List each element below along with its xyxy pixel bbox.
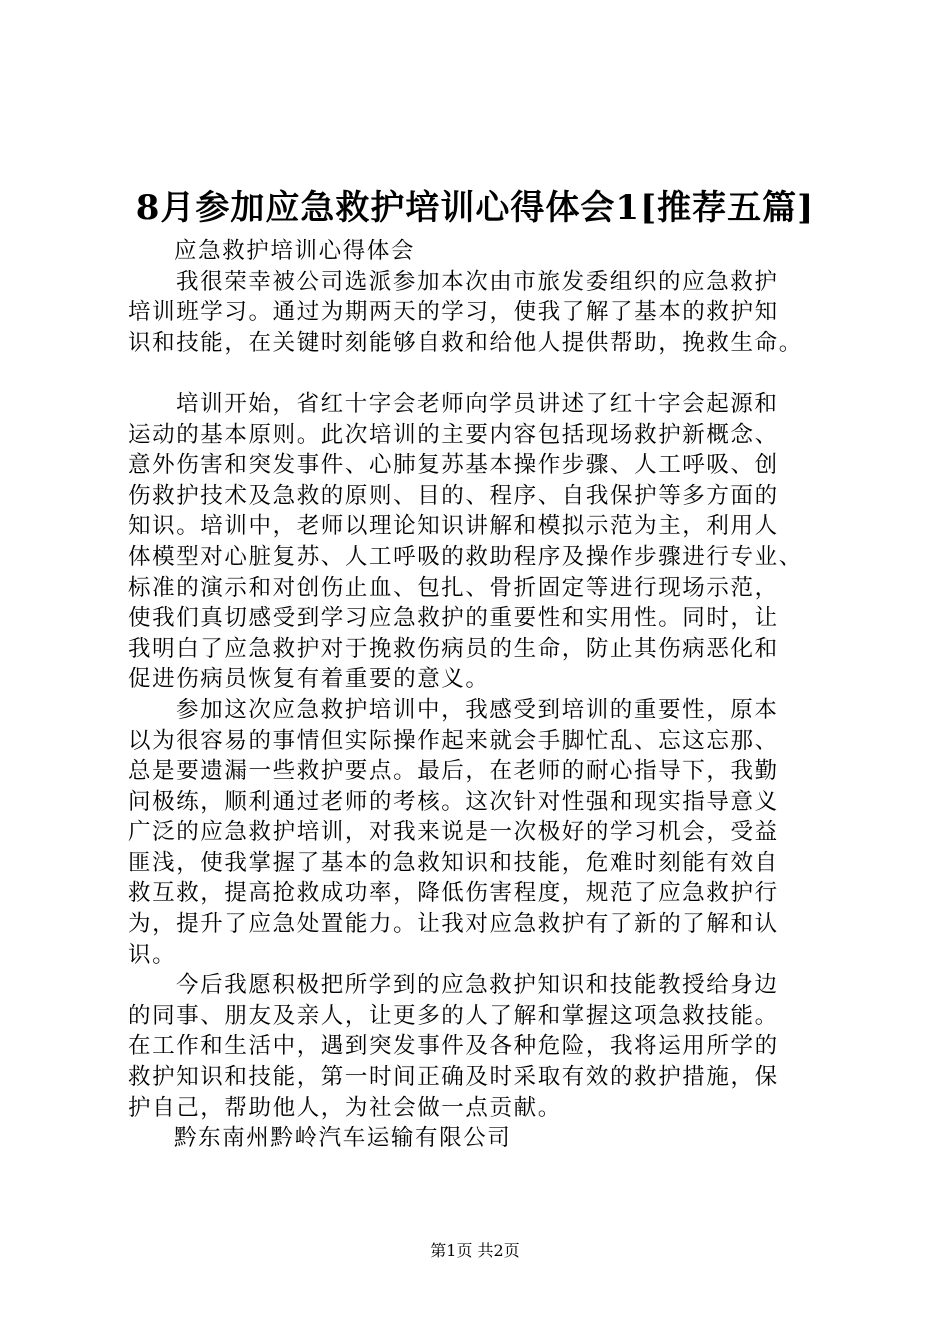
- text-line: 在工作和生活中，遇到突发事件及各种危险，我将运用所学的: [128, 1033, 779, 1060]
- paragraph-4: [128, 970, 840, 1123]
- text-line: 培训班学习。通过为期两天的学习，使我了解了基本的救护知: [128, 299, 779, 326]
- text-line: 意外伤害和突发事件、心肺复苏基本操作步骤、人工呼吸、创: [128, 452, 779, 479]
- text-line: 体模型对心脏复苏、人工呼吸的救助程序及操作步骤进行专业、: [128, 543, 803, 570]
- document-title: 8月参加应急救护培训心得体会1[推荐五篇]: [135, 188, 815, 228]
- text-line: 伤救护技术及急救的原则、目的、程序、自我保护等多方面的: [128, 482, 779, 509]
- text-line: 运动的基本原则。此次培训的主要内容包括现场救护新概念、: [128, 421, 779, 448]
- text-line: 知识。培训中，老师以理论知识讲解和模拟示范为主，利用人: [128, 513, 779, 540]
- page-number: 第1页 共2页: [430, 1241, 520, 1260]
- text-line: 匪浅，使我掌握了基本的急救知识和技能，危难时刻能有效自: [128, 849, 779, 876]
- paragraph-2: [128, 389, 840, 695]
- text-line: 问极练，顺利通过老师的考核。这次针对性强和现实指导意义: [128, 788, 779, 815]
- text-line: 今后我愿积极把所学到的应急救护知识和技能教授给身边: [176, 972, 779, 999]
- text-line: 我明白了应急救护对于挽救伤病员的生命，防止其伤病恶化和: [128, 635, 779, 662]
- document-body: [128, 236, 840, 1154]
- text-line: 救护知识和技能，第一时间正确及时采取有效的救护措施，保: [128, 1064, 779, 1091]
- paragraph-1: [128, 267, 840, 359]
- text-line: 参加这次应急救护培训中，我感受到培训的重要性，原本: [176, 696, 779, 723]
- text-line: 的同事、朋友及亲人，让更多的人了解和掌握这项急救技能。: [128, 1002, 779, 1029]
- text-line: 广泛的应急救护培训，对我来说是一次极好的学习机会，受益: [128, 819, 779, 846]
- text-line: 识。: [128, 941, 177, 968]
- document-subtitle: 应急救护培训心得体会: [174, 238, 416, 264]
- text-line: 促进伤病员恢复有着重要的意义。: [128, 666, 490, 693]
- text-line: 以为很容易的事情但实际操作起来就会手脚忙乱、忘这忘那、: [128, 727, 779, 754]
- text-line: 护自己，帮助他人，为社会做一点贡献。: [128, 1094, 562, 1121]
- paragraph-gap: [128, 358, 840, 389]
- text-line: 培训开始，省红十字会老师向学员讲述了红十字会起源和: [176, 390, 779, 417]
- text-line: 识和技能，在关键时刻能够自救和给他人提供帮助，挽救生命。: [128, 329, 803, 356]
- text-line: 总是要遗漏一些救护要点。最后，在老师的耐心指导下，我勤: [128, 758, 779, 785]
- text-line: 使我们真切感受到学习应急救护的重要性和实用性。同时，让: [128, 605, 779, 632]
- text-line: 救互救，提高抢救成功率，降低伤害程度，规范了应急救护行: [128, 880, 779, 907]
- signature: 黔东南州黔岭汽车运输有限公司: [174, 1125, 512, 1152]
- paragraph-3: [128, 695, 840, 970]
- text-line: 标准的演示和对创伤止血、包扎、骨折固定等进行现场示范，: [128, 574, 779, 601]
- text-line: 我很荣幸被公司选派参加本次由市旅发委组织的应急救护: [176, 268, 779, 295]
- text-line: 为，提升了应急处置能力。让我对应急救护有了新的了解和认: [128, 911, 779, 938]
